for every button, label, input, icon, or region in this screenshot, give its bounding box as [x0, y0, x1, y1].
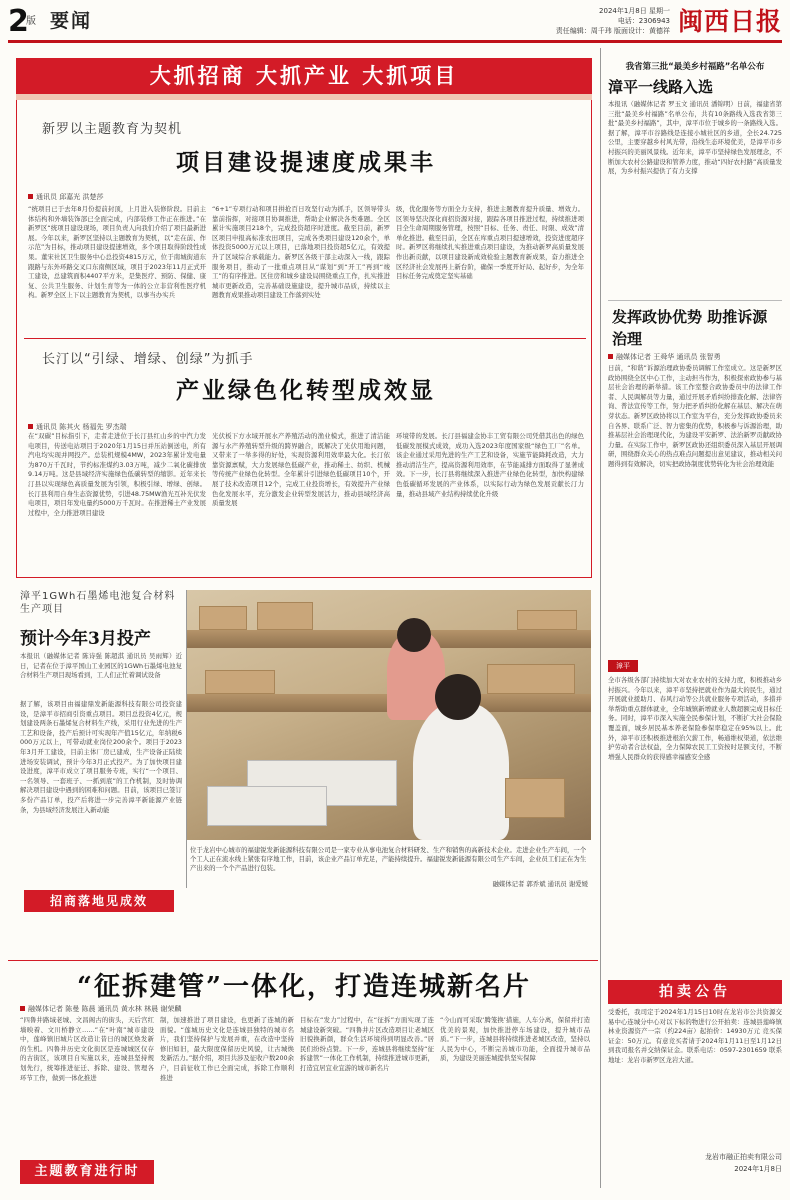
masthead-info	[556, 6, 670, 36]
newspaper-logo: 闽西日报	[677, 7, 782, 36]
bottom-top-rule	[8, 960, 598, 961]
right-column-divider	[600, 48, 601, 1188]
bottom-column-3: 目标在“发力”过程中，在“征拆”方面实现了连城建设新突破。“四鲁井片区改造项目让老城区旧貌换新颜，群众生活环境得到明显改善。”居民们纷纷点赞。下一步，连城县将继续坚持“征拆建管”一体化工作机制，持续推进城市更新，打造宜居宜业宜游的城市新名片	[300, 1016, 434, 1072]
cardboard-box	[257, 602, 313, 630]
worker-back-head	[397, 618, 431, 652]
byline-square-icon	[20, 1006, 25, 1011]
right-head-2: 发挥政协优势 助推诉源治理	[612, 308, 768, 348]
bottom-column-1: “四鲁井路域老城、文昌阁古的街头，天后宫红墙映着、文川桥静立……”在“叶南”城市建设中，莲峰镇旧城片区改造让昔日的城区焕发新的生机。四鲁井历史文化街区是连城城区仅存的古街区，该项目自实施以来，连城县坚持规划先行，统筹推进征迁、拆除、建设、管理各环节工作，做到一体化推进	[20, 1016, 154, 1082]
right-subhead: 我省第三批“最美乡村福路”名单公布	[625, 62, 765, 72]
byline-square-icon	[608, 354, 613, 359]
auction-date: 2024年1月8日	[734, 1165, 782, 1173]
byline-square-icon	[28, 424, 33, 429]
right-tag-3: 漳平	[608, 660, 638, 672]
story2-column-1: 在“双碳”目标指引下，走者走进位于长汀县红山乡的中汽力发电项目，传送电站项目于2020年1月15日并压站倒送电，所有汽电均实现并网投产。总装机规模4MW，2023年累计发电量为870万千瓦时，节约标准煤约3.03万吨，减少二氧化碳排放9.14万吨。这是县域经济实施绿色低碳转型的缩影。近年来长汀县以实现绿色高质量发展为引领，积极引绿、增绿、创绿。长汀县利用自身生态资源优势，引进48.75MW渔光互补光伏发电项目，项目年发电量约5000万千瓦时。在推进稀土产业发展过程中，全力推进项目建设	[28, 432, 206, 517]
bottom-byline: 融媒体记者 陈曼 陈晨 通讯员 黄水林 林晨 谢荣麟	[20, 1004, 181, 1014]
product-tray	[207, 786, 327, 826]
weekday: 星期一	[649, 7, 670, 15]
factory-photo	[187, 590, 591, 840]
bottom-headline: “征拆建管”一体化，打造连城新名片	[77, 972, 531, 1002]
auction-text: 受委托，我司定于2024年1月15日10时在龙岩市公共资源交易中心连城分中心对以下标的物进行公开拍卖：连城县莲峰镇林业资源资产一宗（约224亩）起拍价：14930万元 竞买保证金：50万元。有意竞买者请于2024年1月11日至1月12日到我司报名并交纳保证金。联系电话：0597-2301659 联系地址：龙岩市新罗区龙岩大道。	[608, 1008, 782, 1064]
right-divider	[608, 300, 782, 301]
right-text-1: 本报讯（融媒体记者 罗玉文 通讯员 潘锦明）日前，福建省第三批“最美乡村福路”名单公布，共有10条路线入选我省第三批“最美乡村福路”，其中，漳平市位于城乡的一条路线入选。据了解，漳平市谷路线是连接小城社区的乡道，全长24.725公里，主要穿越乡村风光带，沿线生态环境优美，是漳平市乡村振兴的美丽风景线。近年来，漳平市坚持绿色发展理念，不断加大农村公路建设和管养力度，推动“四好农村路”高质量发展，为乡村振兴提供了有力支撑	[608, 100, 782, 176]
shelf	[187, 630, 591, 648]
bottom-tag: 主题教育进行时	[20, 1160, 154, 1184]
story1-headline: 项目建设提速度成果丰	[176, 149, 436, 176]
right-head-1: 漳平一线路入选	[608, 78, 714, 96]
page-number: 2	[8, 4, 29, 39]
story1-column-2: “6+1”专项行动和项目拼抢百日攻坚行动为抓手，区领导带头靠前指挥，对接项目协调推进，帮助企业解决各类难题。全区累计实施项目218个，完成投资超序时进度。截至目前，新罗区项目申报高标准农田项目，完成各类项目建设120余个，单体投资5000万元以上项目，已落地项目投资超5亿元，有效提升了区域综合承载能力。新罗区各级干部主动深入一线，跟踪服务项目，推动了一批重点项目从“谋划”到“开工”再到“竣工”的有序推进。区住房和城乡建设局围绕重点工作，扎实推进城市更新改造，完善基础设施建设，提升城市品质，持续以主题教育成果推动项目建设工作落到实处	[212, 205, 390, 300]
cardboard-box	[487, 664, 575, 694]
cardboard-box	[205, 670, 275, 694]
photo-credit: 融媒体记者 郭乔斌 通讯员 谢爱媛	[492, 880, 588, 888]
story1-byline: 通讯员 邱嘉光 洪楚莎	[28, 192, 103, 202]
worker-front	[413, 702, 509, 840]
story3-body: 据了解，该项目由福建鼎发新能源科技有限公司投资建设，是漳平市招商引资重点项目。项目总投资4亿元，规划建设两条石墨烯复合材料生产线，采用行业先进的生产工艺和设备，投产后预计可实现年产值15亿元，年纳税6000万元以上，可带动就业岗位200余个。项目于2023年3月开工建设，目前主体厂房已建成，生产设备正陆续进场安装调试，预计今年3月正式投产。为了加快项目建设进度，漳平市成立了项目服务专班，实行“一个项目、一名领导、一套班子、一抓到底”的工作机制，及时协调解决项目建设中遇到的困难和问题。目前，该项目已签订多份产品订单，投产后将进一步完善漳平新能源产业链条，为县域经济发展注入新动能	[20, 700, 182, 814]
story2-column-2: 光伏板下方水域开展水产养殖活动的渔业模式，推进了清洁能源与水产养殖转型升级的跨界融合，既解决了光伏用地问题，又带来了一举多得的好处，实现资源利用效率最大化。长汀依靠资源禀赋，大力发展绿色低碳产业，推动稀土、纺织、机械等传统产业绿色化转型。全年累计引进绿色低碳项目10个，开展了技术改造项目12个，完成工业投资增长，有效提升产业绿色化发展水平，充分激发企业转型发展活力，推动县域经济高质量发展	[212, 432, 390, 508]
story1-column-3: 级，优化服务等方面全力支持，推进主题教育提升质量、增效力。区领导坚决深化商招资源对接，跟踪各项目推进过程，持续推进项目全生命周期服务管理，按照“目标、任务、责任、时限、成效”清单化推进。截至目前，全区在库重点项目提速增效，投资进度超序时。新罗区将继续扎实推进重点项目建设，为推动新罗高质量发展作出新贡献，以项目建设新成效检验主题教育新成果，奋力推进全区经济社会发展再上新台阶，确保一季度开好局、起好步，为全年目标任务完成奠定坚实基础	[396, 205, 584, 281]
cardboard-box	[199, 606, 247, 630]
cardboard-box	[505, 778, 565, 818]
worker-front-head	[435, 674, 481, 720]
auction-sign: 龙岩市融正拍卖有限公司	[705, 1153, 782, 1161]
bottom-column-4: “今山而可采取‘腾笼换’措施，人车分离，保留并打造优美的景观，加快推进停车场建设，提升城市品质。”下一步，连城县将持续推进老城区改造，坚持以人民为中心，不断完善城市功能，全面提升城市品质，为建设美丽连城提供坚实保障	[440, 1016, 590, 1063]
cardboard-box	[517, 610, 577, 630]
page-unit: 版	[26, 16, 36, 27]
feature-banner: 大抓招商 大抓产业 大抓项目	[16, 58, 592, 94]
section-title: 要闻	[50, 10, 93, 32]
story3-headline: 预计今年3月投产	[20, 629, 151, 649]
story1-kicker: 新罗以主题教育为契机	[42, 122, 183, 137]
story1-divider	[24, 338, 586, 339]
story2-kicker: 长汀以“引绿、增绿、创绿”为抓手	[42, 352, 254, 367]
story3-byline: 本报讯（融媒体记者 陈诗强 陈超淇 通讯员 吴雨辉）近日，记者在位于漳平国山工业园区的1GWh石墨烯电池复合材料生产项目现场看到，工人们正忙着调试设备	[20, 652, 182, 680]
story2-column-3: 环境带的发展。长汀县福建金协丰工贸有限公司凭借其出色的绿色低碳发展模式成效，成功入选2023年度国家级“绿色工厂”名单。该企业通过采用先进的生产工艺和设备，实施节能降耗改造，大力推动清洁生产，提高资源利用效率，在节能减排方面取得了显著成效。下一步，长汀县将继续深入推进产业绿色化转型，加快构建绿色低碳循环发展的产业体系，以实际行动为绿色发展贡献长汀力量，推动县域产业结构持续优化升级	[396, 432, 584, 498]
auction-title: 拍卖公告	[608, 980, 782, 1004]
photo-caption: 位于龙岩中心城市的福建锐发新能源科技有限公司是一家专业从事电池复合材料研发、生产和销售的高新技术企业。走进企业生产车间，一个个工人正在流水线上紧张有序地工作，目前，该企业产品订单充足，产能持续提升。福建锐发新能源有限公司生产车间，企业员工们正在为生产出来的一个个产品进行包装。	[190, 846, 587, 873]
story2-byline: 通讯员 陈其火 杨福先 罗杰瑞	[28, 422, 127, 432]
masthead-rule	[8, 40, 782, 43]
date: 2024年1月8日	[599, 7, 647, 15]
story2-headline: 产业绿色化转型成效显	[176, 377, 436, 404]
banner-ribbon	[16, 94, 592, 100]
phone: 电话：2306943	[617, 17, 670, 25]
byline-square-icon	[28, 194, 33, 199]
editors: 责任编辑：周千玮 版面设计：黄德祥	[555, 27, 670, 35]
right-text-3: 全市各级各部门持续加大对农业农村的支持力度，积极推动乡村振兴。今年以来，漳平市坚持把就业作为最大的民生，通过开展就业援助月、春风行动等公共就业服务专项活动，多措并举帮助重点群体就业，全年城镇新增就业人数超额完成目标任务。同时，漳平市深入实施全民参保计划，不断扩大社会保险覆盖面，城乡居民基本养老保险参保率稳定在95%以上。此外，漳平市还积极推进根治欠薪工作，畅通维权渠道，依法维护劳动者合法权益，全力保障农民工工资按时足额支付，不断增强人民群众的获得感幸福感安全感	[608, 676, 782, 761]
right-text-2: 日前，“和谐”诉源治理政协委员调解工作室成立。这是新罗区政协围绕全区中心工作，主动担当作为，积极探索政协参与基层社会治理的新举措。该工作室整合政协委员中的法律工作者、人民调解员等力量，通过开展矛盾纠纷排查化解、法律咨询、普法宣传等工作，努力把矛盾纠纷化解在基层、解决在萌芽状态。新罗区政协将以工作室为平台，充分发挥政协委员来自各界、联系广泛、智力密集的优势，积极参与诉源治理，助推基层社会治理现代化，为建设平安新罗、法治新罗贡献政协力量。在实际工作中，新罗区政协还组织委员深入基层开展调研，围绕群众关心的热点难点问题提出意见建议，推动相关问题得到有效解决，切实把政协制度优势转化为社会治理效能	[608, 364, 782, 468]
right-byline-2: 融媒体记者 王舜华 通讯员 张智勇	[608, 352, 721, 362]
story3-tag: 招商落地见成效	[24, 890, 174, 912]
story3-kicker: 漳平1GWh石墨烯电池复合材料生产项目	[20, 591, 176, 615]
story1-column-1: “统项目已于去年8月份提前封顶，上月进入装修阶段。目前主体结构和外墙装饰部已全面完成，内部装修工作正在推进。”在新罗区“统项目建设现场，项目负责人向我们介绍了项目最新进展。今年以来，新罗区坚持以主题教育为契机，以“走在前、作示范”为目标，推动项目建设提速增效，多个项目取得阶段性成果。董宋社区卫生服务中心总投资4815万元，位于南城街道东跟路与东外环路交叉口东南侧区域，项目于2023年11月正式开工建设，总建筑面积4407平方米，是集医疗、预防、保健、康复、公共卫生服务、计划生育等为一体的公立非营利性医疗机构。新罗全区上下以主题教育为契机，以事当办实兵	[28, 205, 206, 300]
bottom-column-2: 制，加速推进了项目建设，也更新了连城的新面貌。“莲城历史文化是连城县独特的城市名片，我们坚持保护与发展并重，在改造中坚持修旧如旧，最大限度保留历史风貌，让古城焕发新活力。”据介绍，项目共涉及征收户数200余户，目前征收工作已全面完成，拆除工作顺利推进	[160, 1016, 294, 1082]
